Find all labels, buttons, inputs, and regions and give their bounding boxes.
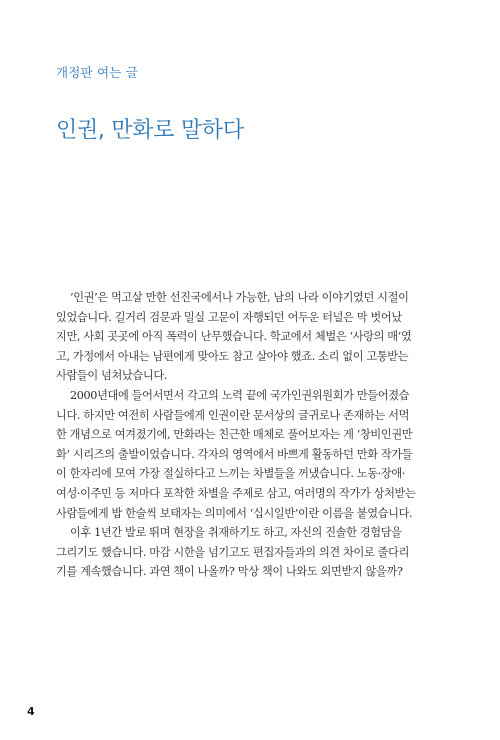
- body-line: 기를 계속했습니다. 과연 책이 나올까? 막상 책이 나와도 외면받지 않을까?: [56, 565, 403, 579]
- body-line: 그리기도 했습니다. 마감 시한을 넘기고도 편집자들과의 의견 차이로 줄다리: [56, 545, 410, 559]
- body-line: 있었습니다. 길거리 검문과 밀실 고문이 자행되던 어두운 터널은 막 벗어났: [56, 310, 402, 324]
- body-line: 지만, 사회 곳곳에 아직 폭력이 난무했습니다. 학교에서 체벌은 ‘사랑의 매’였: [56, 330, 412, 344]
- body-line: 한 개념으로 여겨졌기에, 만화라는 친근한 매체로 풀어보자는 게 ‘창비인권만: [56, 428, 413, 442]
- body-line: 2000년대에 들어서면서 각고의 노력 끝에 국가인권위원회가 만들어졌습: [70, 388, 410, 402]
- body-line: 니다. 하지만 여전히 사람들에게 인권이란 문서상의 글귀로나 존재하는 서먹: [56, 408, 410, 422]
- body-line: 사람들에게 밥 한술씩 보태자는 의미에서 ‘십시일반’이란 이름을 붙였습니다.: [56, 506, 413, 520]
- body-line: ‘인권’은 먹고살 만한 선진국에서나 가능한, 남의 나라 이야기였던 시절이: [70, 291, 409, 304]
- body-line: 고, 가정에서 아내는 남편에게 맞아도 참고 살아야 했죠. 소리 없이 고통받는: [56, 349, 409, 363]
- body-line: 이 한자리에 모여 가장 절실하다고 느끼는 차별들을 꺼냈습니다. 노동·장애·: [56, 467, 405, 481]
- section-label: 개정판 여는 글: [56, 65, 138, 80]
- chapter-title: 인권, 만화로 말하다: [56, 118, 244, 143]
- body-line: 화’ 시리즈의 출발이었습니다. 각자의 영역에서 바쁘게 활동하던 만화 작가들: [56, 447, 413, 461]
- body-line: 여성·이주민 등 저마다 포착한 차별을 주제로 삼고, 여러명의 작가가 상처받는: [56, 486, 416, 500]
- page-number: 4: [27, 705, 35, 718]
- body-line: 이후 1년간 발로 뛰며 현장을 취재하기도 하고, 자신의 진솔한 경험담을: [70, 526, 402, 540]
- body-text: [56, 288, 444, 582]
- body-line: 사람들이 넘쳐났습니다.: [56, 369, 167, 383]
